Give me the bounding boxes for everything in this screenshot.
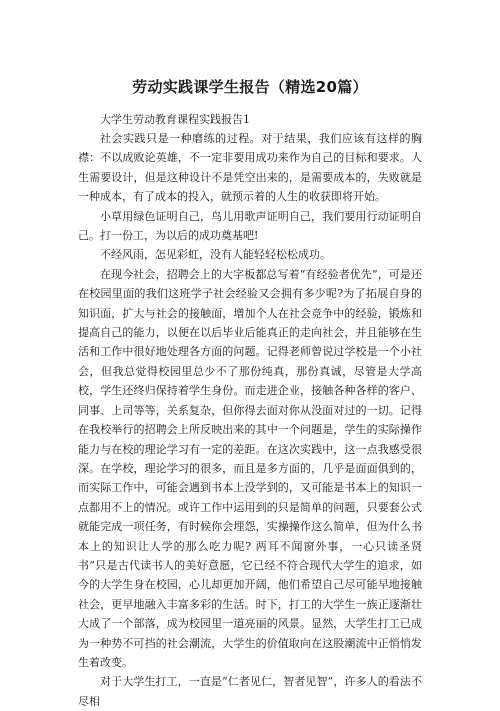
paragraph-5: 对于大学生打工，一直是“仁者见仁，智者见智”，许多人的看法不尽相	[78, 675, 422, 708]
paragraph-3: 不经风雨，怎见彩虹，没有人能轻轻松松成功。	[100, 248, 331, 262]
paragraph-1: 社会实践只是一种磨练的过程。对于结果，我们应该有这样的胸襟：不以成败论英雄，不一定非要用成功来作为自己的目标和要求。人生需要设计，但是这种设计不是凭空出来的，是需要成本的，失败就是一种成本，有了成本的投入，就预示着的人生的收获即将开始。	[78, 132, 422, 204]
document-title: 劳动实践课学生报告（精选20篇）	[132, 78, 368, 96]
section-subtitle: 大学生劳动教育课程实践报告1	[100, 113, 250, 126]
paragraph-4: 在现今社会，招聘会上的大字板都总写着“有经验者优先”，可是还在校园里面的我们这班学子社会经验又会拥有多少呢?为了拓展自身的知识面，扩大与社会的接触面，增加个人在社会竞争中的经验，锻炼和提高自己的能力，以便在以后毕业后能真正的走向社会，并且能够在生活和工作中很好地处理各方面的问题。记得老师曾说过学校是一个小社会，但我总觉得校园里总少不了那份纯真，那份真诚，尽管是大学高校，学生还终归保持着学生身份。而走进企业，接触各种各样的客户、同事、上司等等，关系复杂，但你得去面对你从没面对过的一切。记得在我校举行的招聘会上所反映出来的其中一个问题是，学生的实际操作能力与在校的理论学习有一定的差距。在这次实践中，这一点我感受很深。在学校，理论学习的很多，而且是多方面的，几乎是面面俱到的，而实际工作中，可能会遇到书本上没学到的，又可能是书本上的知识一点都用不上的情况。或许工作中运用到的只是简单的问题，只要套公式就能完成一项任务，有时候你会埋怨，实操操作这么简单，但为什么书本上的知识让人学的那么吃力呢? 两耳不闻窗外事，一心只读圣贤书”只是古代读书人的美好意愿，它已经不符合现代大学生的追求，如今的大学生身在校园，心儿却更加开阔，他们希望自己尽可能早地接触社会，更早地融入丰富多彩的生活。时下，打工的大学生一族正逐渐壮大成了一个部落，成为校园里一道亮丽的风景。显然，大学生打工已成为一种势不可挡的社会潮流，大学生的价值取向在这股潮流中正悄悄发生着改变。	[78, 267, 422, 669]
paragraph-2: 小草用绿色证明自己，鸟儿用歌声证明自己，我们要用行动证明自己。打一份工，为以后的成功奠基吧!	[78, 209, 422, 243]
